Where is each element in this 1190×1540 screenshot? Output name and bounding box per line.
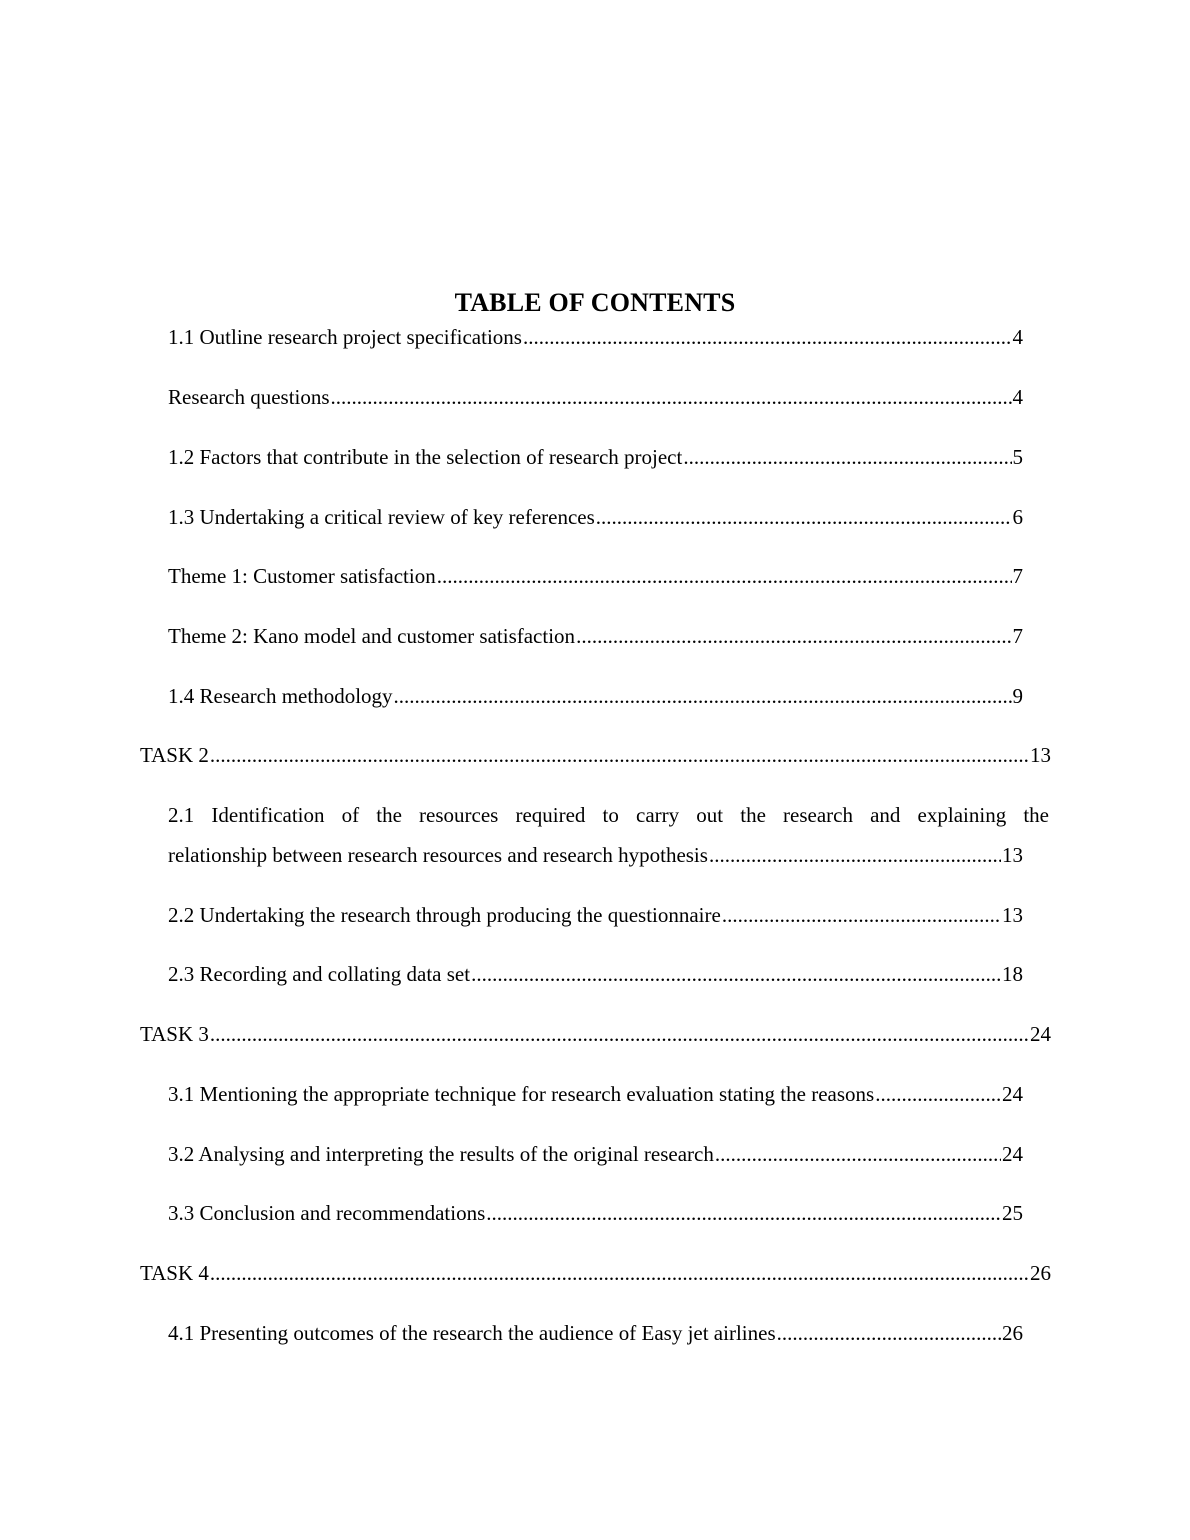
dot-leader xyxy=(437,556,1012,596)
dot-leader xyxy=(523,317,1012,357)
toc-entry-text: 1.1 Outline research project specifications xyxy=(168,325,522,349)
toc-entry-text: 2.3 Recording and collating data set xyxy=(168,962,471,986)
toc-entry-text: 3.2 Analysing and interpreting the results of the original research xyxy=(168,1142,714,1166)
toc-entry-text: 3.3 Conclusion and recommendations xyxy=(168,1201,486,1225)
dot-leader xyxy=(683,437,1011,477)
dot-leader xyxy=(576,616,1011,656)
dot-leader xyxy=(210,1014,1029,1054)
page-title: TABLE OF CONTENTS xyxy=(454,288,736,317)
dot-leader xyxy=(210,735,1029,775)
toc-entry-text: TASK 4 xyxy=(140,1261,209,1285)
toc-page-number: 7 xyxy=(1012,624,1023,648)
toc-page-number: 13 xyxy=(1030,743,1051,767)
toc-entry-3-1[interactable] xyxy=(168,1074,1023,1114)
toc-entry-text: 1.2 Factors that contribute in the selection of research project xyxy=(168,445,683,469)
dot-leader xyxy=(715,1134,1001,1174)
toc-entry-text: Theme 2: Kano model and customer satisfaction xyxy=(168,624,576,648)
toc-page-number: 25 xyxy=(1002,1201,1023,1225)
toc-entry-2-3[interactable] xyxy=(168,954,1023,994)
toc-entry-2-1[interactable] xyxy=(168,795,1049,875)
toc-page-number: 4 xyxy=(1012,385,1023,409)
toc-entry-text: 1.3 Undertaking a critical review of key references xyxy=(168,505,595,529)
toc-page-number: 5 xyxy=(1012,445,1023,469)
toc-page-number: 26 xyxy=(1030,1261,1051,1285)
toc-entry-text: 2.2 Undertaking the research through producing the questionnaire xyxy=(168,903,721,927)
toc-page-number: 6 xyxy=(1012,505,1023,529)
toc-page-number: 24 xyxy=(1002,1082,1023,1106)
toc-page-number: 13 xyxy=(1002,843,1023,867)
toc-page-number: 9 xyxy=(1012,684,1023,708)
toc-entry-research-questions[interactable] xyxy=(168,377,1023,417)
toc-entry-theme-1[interactable] xyxy=(168,556,1023,596)
toc-entry-line2 xyxy=(168,835,1023,875)
toc-entry-1-1[interactable] xyxy=(168,317,1023,357)
dot-leader xyxy=(709,835,1001,875)
dot-leader xyxy=(486,1193,1001,1233)
dot-leader xyxy=(596,497,1012,537)
toc-entry-task-2[interactable] xyxy=(140,735,1051,775)
toc-entry-1-4[interactable] xyxy=(168,676,1023,716)
toc-entry-text: 4.1 Presenting outcomes of the research the audience of Easy jet airlines xyxy=(168,1321,776,1345)
toc-page-number: 26 xyxy=(1002,1321,1023,1345)
dot-leader xyxy=(471,954,1001,994)
toc-page-number: 4 xyxy=(1012,325,1023,349)
toc-entry-task-3[interactable] xyxy=(140,1014,1051,1054)
toc-entry-text: 1.4 Research methodology xyxy=(168,684,393,708)
toc-page-number: 24 xyxy=(1030,1022,1051,1046)
toc-entry-3-3[interactable] xyxy=(168,1193,1023,1233)
toc-page-number: 18 xyxy=(1002,962,1023,986)
toc-entry-text: TASK 2 xyxy=(140,743,209,767)
toc-entry-text-line1: 2.1 Identification of the resources required to carry out the research and explaining the xyxy=(168,803,1049,827)
dot-leader xyxy=(331,377,1012,417)
toc-entry-4-1[interactable] xyxy=(168,1313,1023,1353)
dot-leader xyxy=(210,1253,1029,1293)
dot-leader xyxy=(394,676,1012,716)
toc-entry-1-3[interactable] xyxy=(168,497,1023,537)
toc-entry-text-line2: relationship between research resources and research hypothesis xyxy=(168,843,708,867)
dot-leader xyxy=(722,895,1001,935)
toc-page-number: 13 xyxy=(1002,903,1023,927)
toc-page-number: 7 xyxy=(1012,564,1023,588)
toc-entry-1-2[interactable] xyxy=(168,437,1023,477)
dot-leader xyxy=(777,1313,1001,1353)
toc-entry-theme-2[interactable] xyxy=(168,616,1023,656)
toc-entry-3-2[interactable] xyxy=(168,1134,1023,1174)
toc-entry-text: Theme 1: Customer satisfaction xyxy=(168,564,436,588)
dot-leader xyxy=(875,1074,1001,1114)
toc-entry-text: 3.1 Mentioning the appropriate technique for research evaluation stating the reasons xyxy=(168,1082,875,1106)
toc-entry-text: TASK 3 xyxy=(140,1022,209,1046)
toc-entry-2-2[interactable] xyxy=(168,895,1023,935)
toc-entry-text: Research questions xyxy=(168,385,330,409)
toc-entry-task-4[interactable] xyxy=(140,1253,1051,1293)
toc-page-number: 24 xyxy=(1002,1142,1023,1166)
